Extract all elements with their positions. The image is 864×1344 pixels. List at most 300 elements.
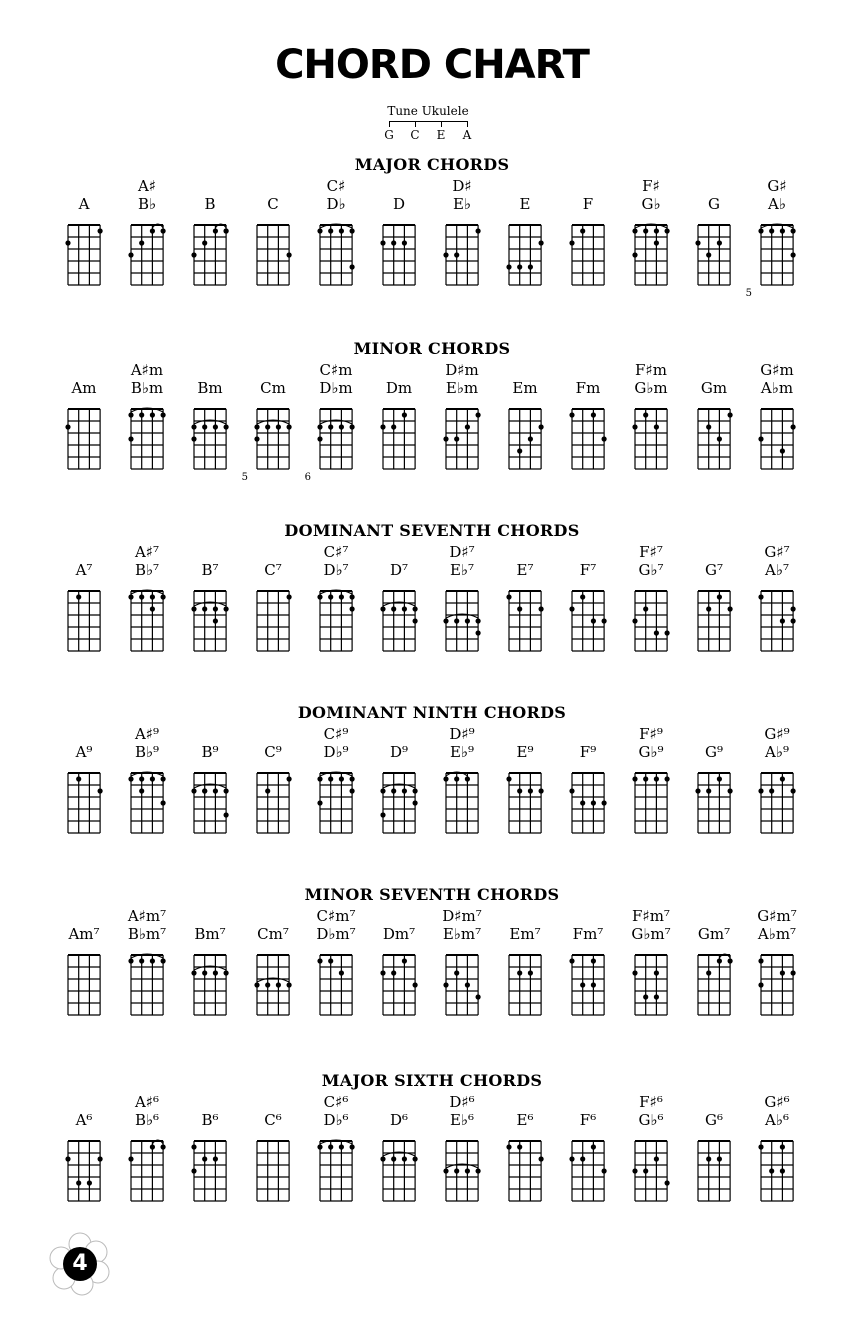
finger-dot <box>654 994 659 999</box>
chord-name: C♯m⁷ <box>316 907 356 925</box>
chord-diagram <box>556 907 620 1057</box>
finger-dot <box>476 1168 481 1173</box>
finger-dot <box>413 618 418 623</box>
finger-dot <box>454 252 459 257</box>
chord <box>178 361 242 511</box>
finger-dot <box>350 788 355 793</box>
finger-dot <box>476 618 481 623</box>
chord-diagram <box>178 361 242 511</box>
chord-diagram <box>304 907 368 1057</box>
chord-section <box>0 885 864 1065</box>
chord-name: D♭⁶ <box>323 1111 349 1129</box>
chord-name: D♭ <box>326 195 346 213</box>
chord-name: G <box>708 195 720 213</box>
chord-name: B♭m <box>130 379 164 397</box>
position-marker: 6 <box>304 472 311 483</box>
chord <box>241 907 305 1057</box>
finger-dot <box>591 1144 596 1149</box>
finger-dot <box>454 618 459 623</box>
chord-name: E♭⁷ <box>449 561 475 579</box>
finger-dot <box>758 1144 763 1149</box>
tuning-tick <box>467 121 468 127</box>
chord <box>430 1093 494 1243</box>
chord <box>115 1093 179 1243</box>
chord <box>52 907 116 1057</box>
chord-name: A♭ <box>768 195 786 213</box>
chord-diagram <box>682 177 746 327</box>
finger-dot <box>150 594 155 599</box>
finger-dot <box>150 1144 155 1149</box>
chord-section <box>0 339 864 519</box>
finger-dot <box>413 606 418 611</box>
chord <box>745 543 809 693</box>
chord-diagram <box>241 543 305 693</box>
section-title: MAJOR CHORDS <box>354 155 510 174</box>
chord <box>52 725 116 875</box>
finger-dot <box>76 776 81 781</box>
finger-dot <box>213 424 218 429</box>
chord-name: Cm <box>260 379 286 397</box>
tuning-note: E <box>436 128 446 142</box>
finger-dot <box>569 788 574 793</box>
finger-dot <box>339 424 344 429</box>
finger-dot <box>665 776 670 781</box>
finger-dot <box>443 982 448 987</box>
finger-dot <box>780 448 785 453</box>
chord-diagram <box>52 1093 116 1243</box>
chord-name: Dm <box>385 379 413 397</box>
finger-dot <box>391 606 396 611</box>
chord-name: F♯⁹ <box>639 725 663 743</box>
chord-diagram <box>115 1093 179 1243</box>
chord-name: Cm⁷ <box>257 925 289 943</box>
chord <box>493 543 557 693</box>
chord-diagram <box>52 177 116 327</box>
finger-dot <box>539 1156 544 1161</box>
finger-dot <box>665 228 670 233</box>
finger-dot <box>665 630 670 635</box>
chord-diagram <box>304 361 368 511</box>
chord-name: Em <box>512 379 538 397</box>
finger-dot <box>780 618 785 623</box>
chord-diagram <box>682 907 746 1057</box>
finger-dot <box>380 788 385 793</box>
chord <box>493 907 557 1057</box>
chord-diagram <box>430 907 494 1057</box>
finger-dot <box>128 958 133 963</box>
finger-dot <box>213 228 218 233</box>
finger-dot <box>65 1156 70 1161</box>
finger-dot <box>454 436 459 441</box>
finger-dot <box>465 982 470 987</box>
finger-dot <box>213 606 218 611</box>
finger-dot <box>717 594 722 599</box>
chord <box>52 177 116 327</box>
chord <box>241 361 305 511</box>
chord-diagram <box>52 725 116 875</box>
finger-dot <box>569 958 574 963</box>
chord-name: D⁹ <box>389 743 409 761</box>
finger-dot <box>517 264 522 269</box>
chord-name: C♯⁶ <box>323 1093 349 1111</box>
chord <box>430 177 494 327</box>
chord-name: E⁶ <box>516 1111 534 1129</box>
finger-dot <box>328 958 333 963</box>
chord-name: D♯m <box>445 361 479 379</box>
chord-diagram <box>367 725 431 875</box>
finger-dot <box>350 594 355 599</box>
finger-dot <box>591 958 596 963</box>
finger-dot <box>317 958 322 963</box>
finger-dot <box>139 412 144 417</box>
finger-dot <box>539 240 544 245</box>
finger-dot <box>780 776 785 781</box>
finger-dot <box>654 776 659 781</box>
finger-dot <box>791 252 796 257</box>
finger-dot <box>476 630 481 635</box>
chord-diagram <box>367 543 431 693</box>
chord-name: D♭m <box>319 379 353 397</box>
chord-name: Am⁷ <box>68 925 100 943</box>
finger-dot <box>728 958 733 963</box>
finger-dot <box>76 1180 81 1185</box>
chord <box>241 177 305 327</box>
chord-name: C♯⁹ <box>323 725 349 743</box>
finger-dot <box>413 1156 418 1161</box>
chord-diagram <box>430 543 494 693</box>
finger-dot <box>413 788 418 793</box>
finger-dot <box>287 776 292 781</box>
finger-dot <box>224 970 229 975</box>
finger-dot <box>161 594 166 599</box>
finger-dot <box>317 800 322 805</box>
finger-dot <box>769 788 774 793</box>
finger-dot <box>728 788 733 793</box>
chord-name: E <box>519 195 531 213</box>
finger-dot <box>224 228 229 233</box>
finger-dot <box>202 240 207 245</box>
chord-name: D♯⁹ <box>449 725 475 743</box>
chord-name: E⁹ <box>516 743 534 761</box>
chord-name: G⁷ <box>705 561 723 579</box>
finger-dot <box>339 970 344 975</box>
finger-dot <box>402 958 407 963</box>
chord-section <box>0 155 864 335</box>
chord-name: F♯⁶ <box>639 1093 663 1111</box>
chord-name: C♯⁷ <box>323 543 349 561</box>
chord-name: G♯⁶ <box>764 1093 790 1111</box>
chord-name: Bm⁷ <box>194 925 226 943</box>
finger-dot <box>665 1180 670 1185</box>
chord-name: G♭⁶ <box>638 1111 664 1129</box>
chord-name: F⁷ <box>579 561 597 579</box>
finger-dot <box>454 1168 459 1173</box>
finger-dot <box>213 618 218 623</box>
finger-dot <box>402 412 407 417</box>
finger-dot <box>328 424 333 429</box>
finger-dot <box>758 436 763 441</box>
chord <box>115 725 179 875</box>
finger-dot <box>706 970 711 975</box>
chord <box>556 725 620 875</box>
finger-dot <box>139 240 144 245</box>
finger-dot <box>632 1168 637 1173</box>
finger-dot <box>728 606 733 611</box>
finger-dot <box>465 1168 470 1173</box>
finger-dot <box>191 970 196 975</box>
chord-name: B♭m⁷ <box>127 925 167 943</box>
chord-name: B♭⁷ <box>134 561 160 579</box>
chord-name: G♯⁹ <box>764 725 790 743</box>
finger-dot <box>791 228 796 233</box>
finger-dot <box>569 240 574 245</box>
finger-dot <box>465 618 470 623</box>
finger-dot <box>128 776 133 781</box>
chord <box>556 361 620 511</box>
finger-dot <box>443 776 448 781</box>
chord-diagram <box>556 1093 620 1243</box>
section-title: DOMINANT SEVENTH CHORDS <box>284 521 580 540</box>
finger-dot <box>128 594 133 599</box>
tuning-tick <box>415 121 416 127</box>
finger-dot <box>654 1156 659 1161</box>
chord-name: A♯⁶ <box>134 1093 160 1111</box>
chord-name: B♭⁹ <box>134 743 160 761</box>
chord <box>556 177 620 327</box>
chord-name: A♯⁹ <box>134 725 160 743</box>
finger-dot <box>780 1144 785 1149</box>
chord-diagram <box>430 177 494 327</box>
chord-diagram <box>619 361 683 511</box>
chord <box>304 177 368 327</box>
finger-dot <box>265 424 270 429</box>
chord-name: G♭⁷ <box>638 561 664 579</box>
chord-name: B♭⁶ <box>134 1111 160 1129</box>
chord-name: A♯m <box>130 361 164 379</box>
chord <box>619 1093 683 1243</box>
chord <box>52 361 116 511</box>
chord-diagram <box>241 907 305 1057</box>
chord <box>682 1093 746 1243</box>
finger-dot <box>791 788 796 793</box>
finger-dot <box>758 958 763 963</box>
chord <box>178 543 242 693</box>
chord-name: C♯ <box>326 177 346 195</box>
finger-dot <box>350 776 355 781</box>
finger-dot <box>224 424 229 429</box>
chord-diagram <box>556 177 620 327</box>
finger-dot <box>150 412 155 417</box>
finger-dot <box>191 788 196 793</box>
chord <box>682 907 746 1057</box>
chord-diagram <box>556 361 620 511</box>
chord-name: C⁶ <box>264 1111 282 1129</box>
section-title: MAJOR SIXTH CHORDS <box>321 1071 543 1090</box>
chord-name: E♭m⁷ <box>442 925 482 943</box>
chord-name: D♯⁷ <box>449 543 475 561</box>
chord <box>745 177 809 327</box>
finger-dot <box>65 240 70 245</box>
chord-name: Gm <box>700 379 728 397</box>
chord <box>619 907 683 1057</box>
finger-dot <box>191 1168 196 1173</box>
finger-dot <box>317 424 322 429</box>
finger-dot <box>706 1156 711 1161</box>
chord <box>178 1093 242 1243</box>
finger-dot <box>632 618 637 623</box>
finger-dot <box>758 594 763 599</box>
finger-dot <box>465 776 470 781</box>
finger-dot <box>506 264 511 269</box>
finger-dot <box>402 606 407 611</box>
finger-dot <box>402 1156 407 1161</box>
finger-dot <box>517 970 522 975</box>
finger-dot <box>569 1156 574 1161</box>
chord-diagram <box>367 907 431 1057</box>
finger-dot <box>443 436 448 441</box>
chord-name: G♯m⁷ <box>757 907 797 925</box>
section-title: MINOR SEVENTH CHORDS <box>304 885 560 904</box>
finger-dot <box>391 1156 396 1161</box>
chord <box>556 907 620 1057</box>
chord-diagram <box>745 177 809 327</box>
chord <box>430 725 494 875</box>
tuning-tick <box>389 121 390 127</box>
chord <box>619 543 683 693</box>
finger-dot <box>380 970 385 975</box>
chord-diagram <box>115 725 179 875</box>
chord-diagram <box>178 725 242 875</box>
chord-name: A⁹ <box>75 743 93 761</box>
finger-dot <box>632 252 637 257</box>
chord-name: D♯m⁷ <box>442 907 482 925</box>
chord <box>367 1093 431 1243</box>
chord-diagram <box>178 543 242 693</box>
finger-dot <box>580 594 585 599</box>
finger-dot <box>654 240 659 245</box>
finger-dot <box>791 424 796 429</box>
chord-section <box>0 1071 864 1251</box>
tuning-note: G <box>384 128 394 142</box>
chord-name: F♯m⁷ <box>632 907 670 925</box>
finger-dot <box>643 776 648 781</box>
chord-name: F♯⁷ <box>639 543 663 561</box>
finger-dot <box>413 800 418 805</box>
tuning-note: A <box>462 128 472 142</box>
finger-dot <box>654 424 659 429</box>
chord <box>745 725 809 875</box>
chord <box>745 361 809 511</box>
finger-dot <box>465 424 470 429</box>
finger-dot <box>717 776 722 781</box>
finger-dot <box>191 436 196 441</box>
chord-diagram <box>115 907 179 1057</box>
chord-diagram <box>745 1093 809 1243</box>
finger-dot <box>528 264 533 269</box>
finger-dot <box>317 436 322 441</box>
finger-dot <box>569 606 574 611</box>
chord <box>493 177 557 327</box>
finger-dot <box>654 228 659 233</box>
finger-dot <box>391 240 396 245</box>
chord-name: B⁹ <box>201 743 219 761</box>
finger-dot <box>769 228 774 233</box>
finger-dot <box>202 970 207 975</box>
chord <box>52 543 116 693</box>
finger-dot <box>443 252 448 257</box>
tuning-bracket <box>389 121 467 128</box>
chord-name: Am <box>71 379 97 397</box>
finger-dot <box>139 788 144 793</box>
chord-name: C <box>267 195 279 213</box>
finger-dot <box>443 1168 448 1173</box>
chord-diagram <box>115 177 179 327</box>
chord <box>367 725 431 875</box>
chord-name: F♯ <box>642 177 660 195</box>
finger-dot <box>728 412 733 417</box>
chord <box>682 361 746 511</box>
finger-dot <box>328 594 333 599</box>
section-title: MINOR CHORDS <box>353 339 511 358</box>
chord <box>682 725 746 875</box>
finger-dot <box>150 228 155 233</box>
chord <box>304 907 368 1057</box>
finger-dot <box>443 618 448 623</box>
finger-dot <box>539 606 544 611</box>
chord-diagram <box>619 543 683 693</box>
section-title: DOMINANT NINTH CHORDS <box>297 703 567 722</box>
chord-diagram <box>241 1093 305 1243</box>
finger-dot <box>150 776 155 781</box>
finger-dot <box>287 252 292 257</box>
finger-dot <box>87 1180 92 1185</box>
chord-name: G♯⁷ <box>764 543 790 561</box>
chord-name: G♯ <box>767 177 787 195</box>
finger-dot <box>276 982 281 987</box>
finger-dot <box>539 424 544 429</box>
finger-dot <box>339 228 344 233</box>
finger-dot <box>517 1144 522 1149</box>
finger-dot <box>476 412 481 417</box>
chord-diagram <box>241 725 305 875</box>
finger-dot <box>287 982 292 987</box>
finger-dot <box>780 970 785 975</box>
finger-dot <box>780 1168 785 1173</box>
chord-diagram <box>367 177 431 327</box>
chord <box>367 543 431 693</box>
chord <box>619 361 683 511</box>
chord <box>430 361 494 511</box>
finger-dot <box>161 1144 166 1149</box>
finger-dot <box>380 424 385 429</box>
finger-dot <box>643 606 648 611</box>
chord-diagram <box>619 177 683 327</box>
finger-dot <box>602 436 607 441</box>
chord-name: F <box>582 195 594 213</box>
finger-dot <box>391 788 396 793</box>
chord-name: A⁷ <box>75 561 93 579</box>
finger-dot <box>654 970 659 975</box>
chord-diagram <box>52 361 116 511</box>
chord-diagram <box>682 543 746 693</box>
finger-dot <box>654 630 659 635</box>
finger-dot <box>528 436 533 441</box>
chord <box>430 543 494 693</box>
chord-name: A♭m <box>760 379 794 397</box>
chord-diagram <box>178 907 242 1057</box>
finger-dot <box>380 812 385 817</box>
finger-dot <box>632 424 637 429</box>
